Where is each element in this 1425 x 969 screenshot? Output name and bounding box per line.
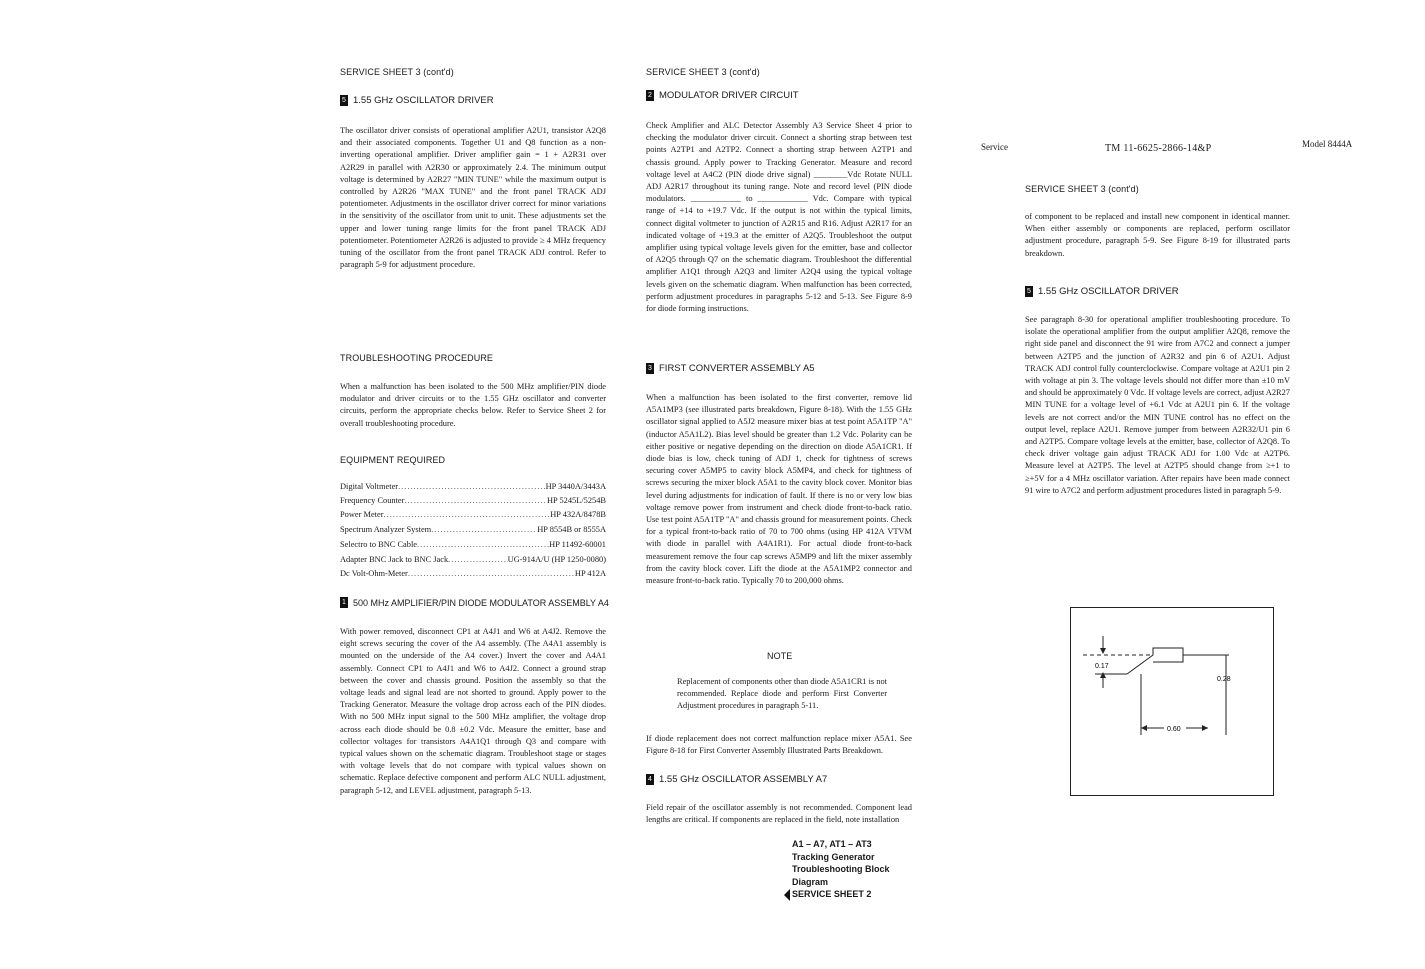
troubleshooting-title: TROUBLESHOOTING PROCEDURE: [340, 353, 494, 363]
section-title: 1.55 GHz OSCILLATOR ASSEMBLY A7: [659, 774, 828, 785]
section-heading: [340, 95, 494, 106]
section-title: FIRST CONVERTER ASSEMBLY A5: [659, 363, 815, 374]
section-paragraph: The oscillator driver consists of operational amplifier A2U1, transistor A2Q8 and their associated components. Together U1 and Q8 function as a non-inverting operational amplifier. Driver amplifier gain = 1 + A2R31 over A2R29 in parallel with A2R30 or approximately 2.4. The minimum output voltage is determined by A2R27 "MIN TUNE" while the maximum output is controlled by A2R26 "MAX TUNE" and the front panel TRACK ADJ potentiometer. Adjustments in the oscillator driver correct for minor variations in the sensitivity of the oscillator from unit to unit. These adjustments set the upper and lower tuning range limits for the front panel TRACK ADJ potentiometer. Potentiometer A2R26 is adjusted to provide ≥ 4 MHz frequency tuning of the oscillator from the front panel TRACK ADJ control. Refer to paragraph 5-9 for adjustment procedure.: [340, 126, 606, 270]
after-note-paragraph: If diode replacement does not correct malfunction replace mixer A5A1. See Figure 8-18 for First Converter Assembly Illustrated Parts Breakdown.: [646, 734, 912, 756]
section-heading: [1025, 286, 1179, 297]
section-heading: [646, 774, 827, 785]
service-sheet-header: SERVICE SHEET 3 (cont'd): [340, 67, 454, 77]
section-number-badge: 4: [646, 774, 654, 785]
dimension-figure: [1070, 607, 1274, 796]
equipment-row: Power Meter ..... HP 432A/8478B: [340, 510, 606, 519]
section-heading: [646, 90, 799, 101]
tm-number: TM 11-6625-2866-14&P: [1105, 143, 1212, 154]
model-label: Model 8444A: [1302, 139, 1353, 149]
dimension-label-a: 0.17: [1095, 663, 1109, 670]
section-number-badge: 5: [340, 95, 348, 106]
left-arrow-icon: [784, 889, 790, 901]
arrow-left-icon: [1141, 725, 1147, 731]
figure-caption: A1 – A7, AT1 – AT3 Tracking Generator Troubleshooting Block Diagram SERVICE SHEET 2: [792, 838, 913, 901]
section-number-badge: 2: [646, 90, 654, 101]
section-heading: [340, 597, 609, 608]
section-title: 500 MHz AMPLIFIER/PIN DIODE MODULATOR ASSEMBLY A4: [353, 597, 609, 608]
equipment-row: Dc Volt-Ohm-Meter ..... HP 412A: [340, 569, 606, 578]
section-title: 1.55 GHz OSCILLATOR DRIVER: [1038, 286, 1179, 297]
equipment-title: EQUIPMENT REQUIRED: [340, 455, 446, 465]
arrow-down-icon: [1100, 648, 1106, 654]
arrow-up-icon: [1100, 672, 1106, 678]
troubleshooting-paragraph: When a malfunction has been isolated to the 500 MHz amplifier/PIN diode modulator and driver circuits or to the 1.55 GHz oscillator and converter circuits, perform the appropriate checks below. Refer to Service Sheet 2 for overall troubleshooting procedure.: [340, 382, 606, 428]
section-title: 1.55 GHz OSCILLATOR DRIVER: [353, 95, 494, 106]
service-label: Service: [981, 142, 1008, 152]
dimension-label-b: 0.28: [1217, 676, 1231, 683]
equipment-row: Digital Voltmeter ..... HP 3440A/3443A: [340, 482, 606, 491]
section-number-badge: 5: [1025, 286, 1033, 297]
service-sheet-header: SERVICE SHEET 3 (cont'd): [1025, 184, 1139, 194]
component-outline: [1127, 648, 1183, 674]
dimension-drawing: [1071, 608, 1273, 795]
continued-paragraph: of component to be replaced and install new component in identical manner. When either assembly or components are replaced, perform oscillator adjustment procedure, paragraph 5-9. See Figure 8-19 for illustrated parts breakdown.: [1025, 212, 1290, 258]
equipment-row: Adapter BNC Jack to BNC Jack ..... UG-914A/U (HP 1250-0080): [340, 555, 606, 564]
service-sheet-link[interactable]: SERVICE SHEET 2: [784, 888, 913, 901]
section-paragraph: When a malfunction has been isolated to the first converter, remove lid A5A1MP3 (see illustrated parts breakdown, Figure 8-18). With the 1.55 GHz oscillator signal applied to A5J2 measure mixer bias at test point A5A1TP "A" (inductor A5A1L2). Bias level should be greater than 1.2 Vdc. Polarity can be either positive or negative depending on the direction on diode A5A1CR1. If diode bias is low, check tuning of ADJ 1, check for tightness of screws securing cover A5MP5 to cavity block A5MP4, and check for tightness of screws securing the mixer block A5A1 to the cavity block cover. Monitor bias level during adjustments for indication of fault. If there is no or very low bias voltage remove power from instrument and check diode front-to-back ratio. Use test point A5A1TP "A" and chassis ground for measurement points. Check for a typical front-to-back ratio of 70 to 700 ohms (using HP 412A VTVM with diode in parallel with A4A1R1). For actual diode front-to-back measurement remove the four cap screws A5MP9 and lift the mixer assembly from the cavity block cover. Lift the diode at the A5A1MP2 connector and measure front-to-back ratio. Typically 70 to 200,000 ohms.: [646, 393, 912, 586]
section-title: MODULATOR DRIVER CIRCUIT: [659, 90, 799, 101]
note-text: Replacement of components other than diode A5A1CR1 is not recommended. Replace diode and perform First Converter Adjustment procedures in paragraph 5-11.: [677, 677, 887, 711]
section-paragraph: Check Amplifier and ALC Detector Assembly A3 Service Sheet 4 prior to checking the modulator driver circuit. Connect a shorting strap between test points A2TP1 and A2TP2. Connect a shorting strap between A2TP1 and chassis ground. Apply power to Tracking Generator. Measure and record voltage level at A4C2 (PIN diode drive signal) ________Vdc Rotate NULL ADJ A2R17 throughout its tuning range. Note and record level (PIN diode modulators. ____________ to ____________ Vdc. Compare with typical range of +14 to +19.7 Vdc. If the output is not within the typical limits, connect digital voltmeter to junction of A2R15 and R16. Adjust A2R17 for an indicated voltage of +19.3 at the emitter of A2Q5. Troubleshoot the output amplifier using typical voltage levels given for the emitter, base and collector of A2Q5 through Q7 on the schematic diagram. Troubleshoot the differential amplifier A1Q1 through A2Q3 and limiter A2Q4 using the typical voltage levels given on the schematic diagram. When malfunction has been corrected, perform adjustment procedures in paragraphs 5-12 and 5-13. See Figure 8-9 for diode forming instructions.: [646, 121, 912, 314]
section-number-badge: 3: [646, 363, 654, 374]
equipment-row: Spectrum Analyzer System ..... HP 8554B or 8555A: [340, 525, 606, 534]
service-sheet-header: SERVICE SHEET 3 (cont'd): [646, 67, 760, 77]
equipment-row: Selectro to BNC Cable ..... HP 11492-60001: [340, 540, 606, 549]
section-paragraph: Field repair of the oscillator assembly is not recommended. Component lead lengths are critical. If components are replaced in the field, note installation: [646, 803, 912, 825]
section-number-badge: 1: [340, 597, 348, 608]
section-paragraph: See paragraph 8-30 for operational amplifier troubleshooting procedure. To isolate the operational amplifier from the output amplifier A2Q8, remove the right side panel and disconnect the 91 wire from A7C2 and connect a jumper between A2TP5 and the junction of A2R32 and pin 6 of A2U1. Adjust TRACK ADJ control fully counterclockwise. Compare voltage at A2U1 pin 2 with voltage at pin 3. The voltage levels should not differ more than ±10 mV and should be approximately 0 Vdc. If voltage levels are correct, adjust A2R27 MIN TUNE for a voltage level of +6.1 Vdc at A2U1 pin 6. If the voltage levels are not correct and/or the MIN TUNE control has no effect on the output level, replace A2U1. Remove jumper from between A2R32/U1 pin 6 and A2TP5. Compare voltage levels at the emitter, base, collector of A2Q8. To check driver voltage gain adjust TRACK ADJ for 1.00 Vdc at A2TP6. Measure level at A2TP5. The level at A2TP5 should change from ≥+1 to ≥+5V for a 4 MHz oscillator variation. After repairs have been made connect 91 wire to A7C2 and perform adjustment procedures listed in paragraph 5-9.: [1025, 315, 1290, 495]
note-title: NOTE: [767, 651, 793, 661]
dimension-label-c: 0.60: [1167, 726, 1181, 733]
section-paragraph: With power removed, disconnect CP1 at A4J1 and W6 at A4J2. Remove the eight screws securing the cover of the A4 assembly. (The A4A1 assembly is mounted on the underside of the A4 cover.) Invert the cover and A4A1 assembly. Connect CP1 to A4J1 and W6 to A4J2. Connect a ground strap between the cover and chassis ground. Position the assembly so that the voltage leads and signal lead are not shorted to ground. Apply power to the Tracking Generator. Measure the voltage drop across each of the PIN diodes. With no 500 MHz input signal to the 500 MHz amplifier, the voltage drop across each diode should be 0.8 ±0.2 Vdc. Measure the emitter, base and collector voltages for transistors A4A1Q1 through Q3 and compare with typical values shown on the schematic diagram. Troubleshoot stage or stages with voltage levels that do not compare with typical values shown on schematic. Replace defective component and perform ALC NULL adjustment, paragraph 5-12, and LEVEL adjustment, paragraph 5-13.: [340, 627, 606, 795]
equipment-row: Frequency Counter ..... HP 5245L/5254B: [340, 496, 606, 505]
arrow-right-icon: [1202, 725, 1208, 731]
section-heading: [646, 363, 815, 374]
